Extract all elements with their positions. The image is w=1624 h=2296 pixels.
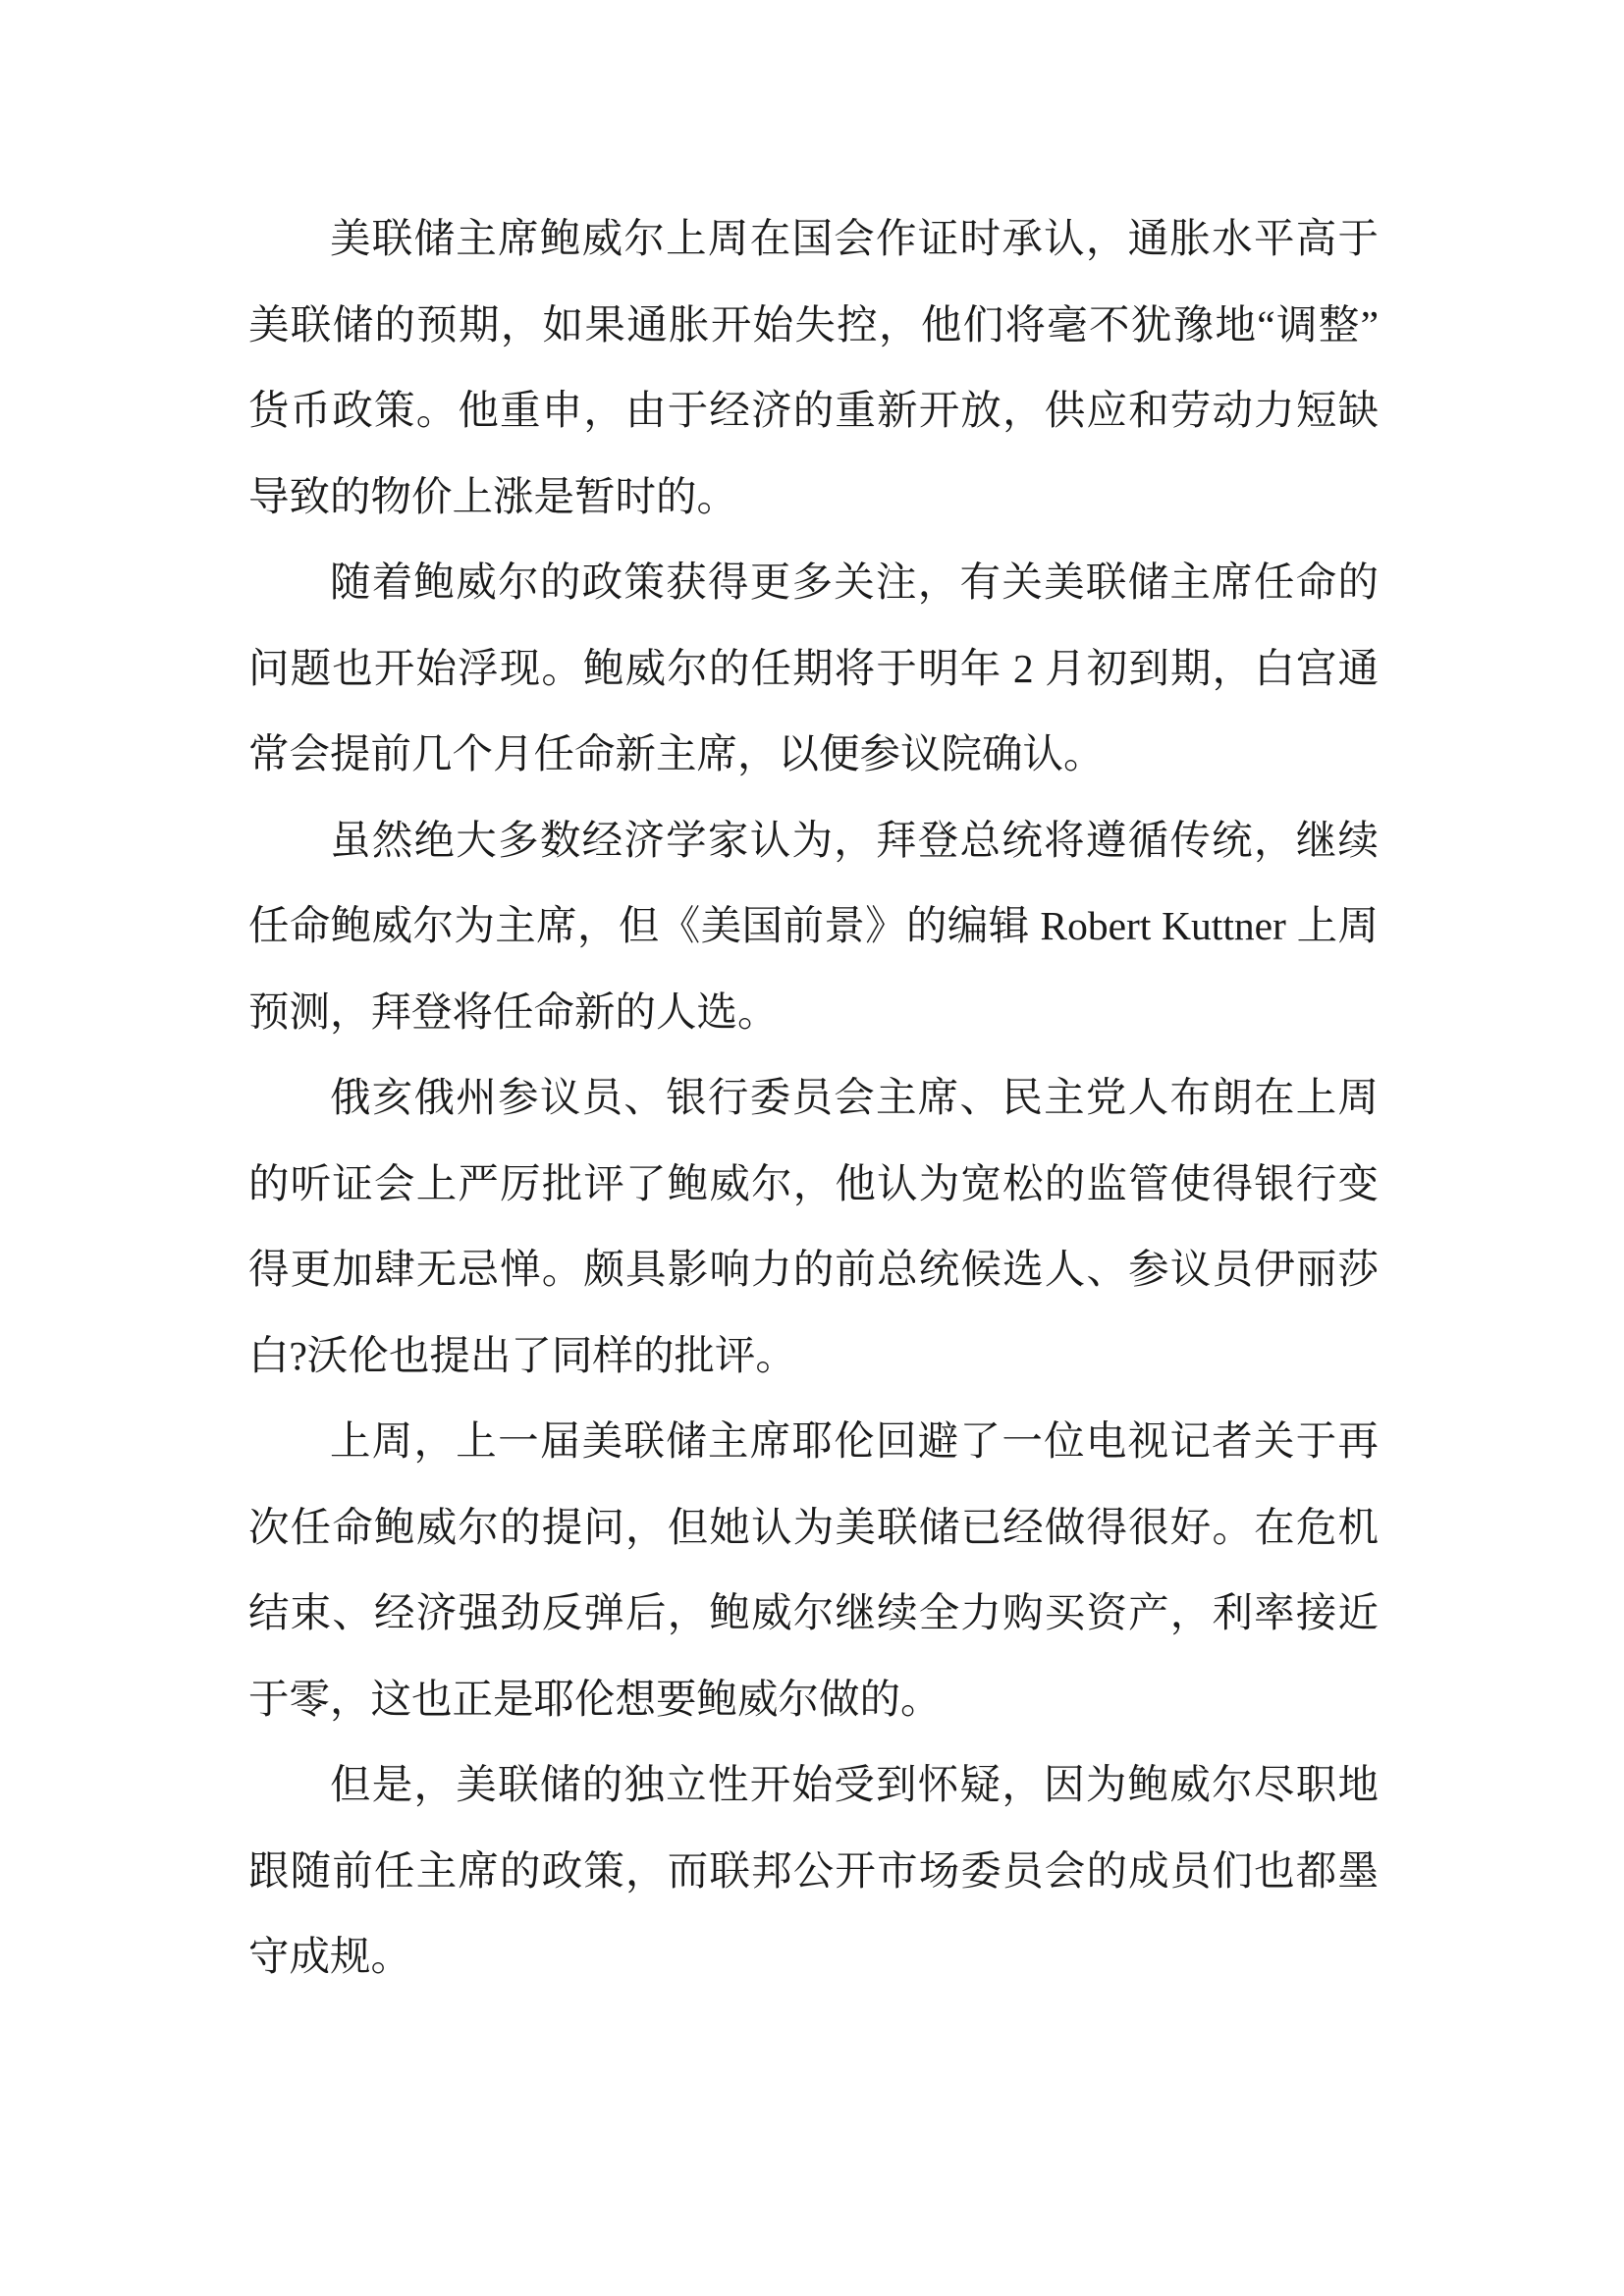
paragraph-5: 上周，上一届美联储主席耶伦回避了一位电视记者关于再次任命鲍威尔的提问，但她认为美联储已经做得很好。在危机结束、经济强劲反弹后，鲍威尔继续全力购买资产，利率接近于零，这也正是耶伦想要鲍威尔做的。 bbox=[248, 1418, 1379, 1722]
paragraph-1: 美联储主席鲍威尔上周在国会作证时承认，通胀水平高于美联储的预期，如果通胀开始失控，他们将毫不犹豫地“调整”货币政策。他重申，由于经济的重新开放，供应和劳动力短缺导致的物价上涨是暂时的。 bbox=[248, 216, 1379, 519]
paragraph-2: 随着鲍威尔的政策获得更多关注，有关美联储主席任命的问题也开始浮现。鲍威尔的任期将于明年 2 月初到期，白宫通常会提前几个月任命新主席，以便参议院确认。 bbox=[248, 560, 1379, 776]
paragraph-3: 虽然绝大多数经济学家认为，拜登总统将遵循传统，继续任命鲍威尔为主席，但《美国前景》的编辑 Robert Kuttner 上周预测，拜登将任命新的人选。 bbox=[248, 817, 1379, 1035]
document-body bbox=[248, 196, 1379, 2001]
paragraph-4: 俄亥俄州参议员、银行委员会主席、民主党人布朗在上周的听证会上严厉批评了鲍威尔，他认为宽松的监管使得银行变得更加肆无忌惮。颇具影响力的前总统候选人、参议员伊丽莎白?沃伦也提出了同样的批评。 bbox=[248, 1075, 1379, 1378]
paragraph-6: 但是，美联储的独立性开始受到怀疑，因为鲍威尔尽职地跟随前任主席的政策，而联邦公开市场委员会的成员们也都墨守成规。 bbox=[248, 1762, 1379, 1979]
